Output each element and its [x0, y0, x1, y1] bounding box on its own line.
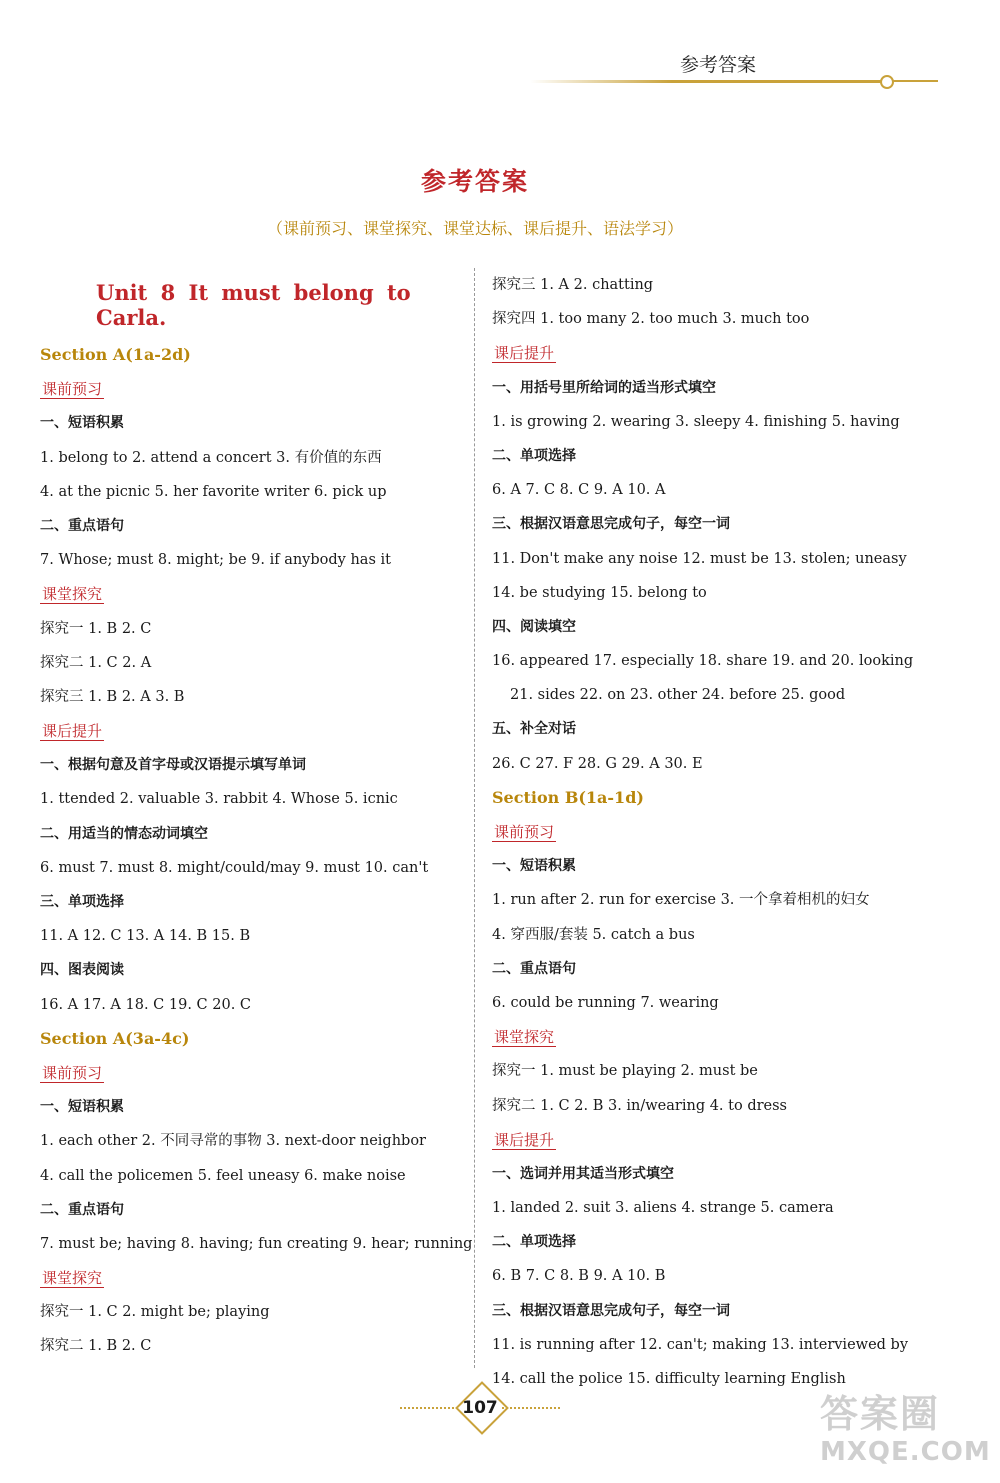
answer-line: 6. A 7. C 8. C 9. A 10. A: [492, 482, 666, 499]
exercise-heading: 一、短语积累: [492, 858, 576, 875]
left-column: [40, 280, 473, 1364]
watermark-bottom: MXQE.COM: [820, 1437, 991, 1467]
category-tag-label: 课后提升: [494, 344, 555, 363]
answer-line: 1. each other 2. 不同寻常的事物 3. next-door neighbor: [40, 1133, 426, 1150]
answer-line: 16. appeared 17. especially 18. share 19. and 20. looking: [492, 653, 914, 670]
exercise-heading: 三、根据汉语意思完成句子，每空一词: [492, 1302, 730, 1319]
answer-line: 探究二 1. C 2. B 3. in/wearing 4. to dress: [492, 1097, 787, 1114]
section-heading: Section B(1a-1d): [492, 787, 644, 807]
right-answer-list: [492, 268, 952, 1396]
answer-line: 探究四 1. too many 2. too much 3. much too: [492, 311, 810, 328]
page-subtitle: （课前预习、课堂探究、课堂达标、课后提升、语法学习）: [266, 219, 683, 238]
answer-line: 探究一 1. B 2. C: [40, 620, 152, 637]
category-tag: [492, 1123, 952, 1157]
answer-line: 6. must 7. must 8. might/could/may 9. must 10. can't: [40, 859, 429, 876]
answer-line: 21. sides 22. on 23. other 24. before 25. good: [510, 687, 846, 704]
exercise-heading: 五、补全对话: [492, 721, 576, 738]
watermark-logo: [820, 1392, 990, 1472]
exercise-heading: 四、阅读填空: [492, 618, 576, 635]
unit-title: Unit 8 It must belong to Carla.: [96, 280, 411, 330]
exercise-heading: 二、重点语句: [40, 1201, 124, 1218]
running-header: 参考答案: [680, 54, 757, 76]
page-number-badge: [400, 1390, 560, 1426]
exercise-heading: 二、单项选择: [492, 1234, 576, 1251]
exercise-heading: 二、重点语句: [40, 517, 124, 534]
answer-line: 1. ttended 2. valuable 3. rabbit 4. Whose 5. icnic: [40, 791, 398, 808]
category-tag: [40, 1261, 460, 1295]
column-divider: [474, 268, 475, 1368]
answer-line: 探究三 1. B 2. A 3. B: [40, 688, 185, 705]
answer-line: 14. be studying 15. belong to: [492, 584, 707, 601]
exercise-heading: 三、单项选择: [40, 894, 124, 910]
answer-line: 16. A 17. A 18. C 19. C 20. C: [40, 996, 252, 1013]
answer-line: 6. B 7. C 8. B 9. A 10. B: [492, 1268, 666, 1285]
answer-line: 探究一 1. C 2. might be; playing: [40, 1304, 270, 1321]
category-tag: [40, 577, 460, 611]
header-ornament-icon: [880, 75, 894, 89]
answer-line: 11. is running after 12. can't; making 13. interviewed by: [492, 1336, 909, 1353]
category-tag: [40, 1056, 460, 1090]
exercise-heading: 一、用括号里所给词的适当形式填空: [492, 379, 716, 396]
exercise-heading: 二、用适当的情态动词填空: [40, 825, 208, 842]
answer-line: 探究二 1. B 2. C: [40, 1338, 152, 1355]
watermark-top: 答案圈: [820, 1392, 941, 1436]
answer-line: 1. belong to 2. attend a concert 3. 有价值的东西: [40, 449, 382, 466]
answer-line: 4. 穿西服/套装 5. catch a bus: [492, 926, 695, 943]
answer-line: 1. is growing 2. wearing 3. sleepy 4. finishing 5. having: [492, 413, 900, 430]
page-number: 107: [462, 1398, 498, 1418]
answer-line: 6. could be running 7. wearing: [492, 994, 719, 1011]
category-tag-label: 课堂探究: [42, 1269, 103, 1288]
exercise-heading: 二、重点语句: [492, 960, 576, 977]
page-dots-left: [400, 1407, 458, 1409]
header-rule: [530, 80, 885, 83]
exercise-heading: 一、选词并用其适当形式填空: [492, 1165, 674, 1182]
exercise-heading: 三、根据汉语意思完成句子，每空一词: [492, 516, 730, 533]
answer-line: 4. at the picnic 5. her favorite writer 6. pick up: [40, 483, 387, 500]
header-rule-tail: [893, 80, 938, 82]
category-tag-label: 课前预习: [42, 380, 103, 399]
left-answer-list: [40, 338, 473, 1364]
answer-line: 1. run after 2. run for exercise 3. 一个拿着相机的妇女: [492, 892, 870, 909]
exercise-heading: 一、短语积累: [40, 1099, 124, 1116]
answer-line: 探究三 1. A 2. chatting: [492, 277, 654, 293]
answer-line: 7. must be; having 8. having; fun creating 9. hear; running: [40, 1235, 473, 1252]
section-heading: Section A(3a-4c): [40, 1028, 190, 1048]
category-tag: [492, 336, 952, 370]
category-tag-label: 课堂探究: [494, 1028, 555, 1047]
category-tag-label: 课前预习: [494, 823, 555, 841]
section-heading: Section A(1a-2d): [40, 345, 191, 364]
category-tag-label: 课前预习: [42, 1063, 103, 1082]
category-tag-label: 课堂探究: [42, 585, 103, 604]
category-tag: [492, 815, 952, 849]
category-tag-label: 课后提升: [494, 1130, 555, 1149]
exercise-heading: 一、根据句意及首字母或汉语提示填写单词: [40, 757, 306, 774]
category-tag: [40, 714, 460, 748]
answer-line: 探究二 1. C 2. A: [40, 654, 152, 671]
answer-line: 探究一 1. must be playing 2. must be: [492, 1063, 758, 1080]
answer-line: 26. C 27. F 28. G 29. A 30. E: [492, 755, 703, 772]
answer-line: 4. call the policemen 5. feel uneasy 6. make noise: [40, 1167, 406, 1184]
exercise-heading: 四、图表阅读: [40, 962, 124, 979]
answer-line: 11. Don't make any noise 12. must be 13. stolen; uneasy: [492, 550, 907, 567]
page-dots-right: [502, 1407, 560, 1409]
right-column: [492, 268, 952, 1396]
answer-line: 7. Whose; must 8. might; be 9. if anybody has it: [40, 552, 391, 569]
exercise-heading: 一、短语积累: [40, 415, 124, 432]
exercise-heading: 二、单项选择: [492, 447, 576, 464]
answer-line: 14. call the police 15. difficulty learning English: [492, 1371, 846, 1387]
category-tag-label: 课后提升: [42, 722, 103, 741]
category-tag: [40, 372, 460, 406]
answer-line: 11. A 12. C 13. A 14. B 15. B: [40, 928, 251, 945]
category-tag: [492, 1020, 952, 1054]
answer-line: 1. landed 2. suit 3. aliens 4. strange 5. camera: [492, 1200, 834, 1217]
page-title: 参考答案: [420, 167, 529, 196]
